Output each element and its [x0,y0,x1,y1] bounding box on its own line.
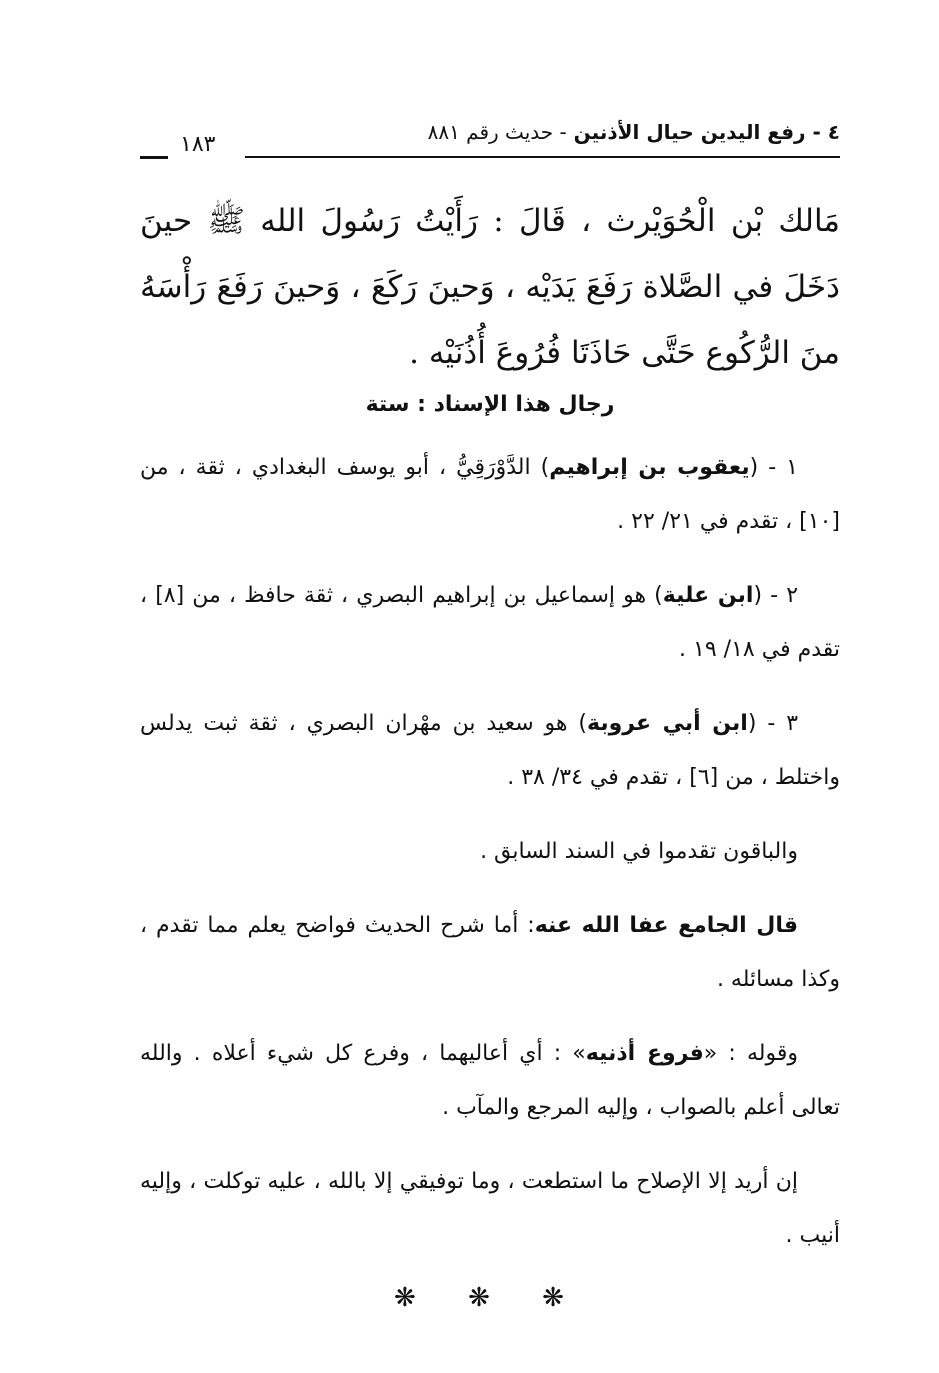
section-end-ornament: ❋ ❋ ❋ [394,1283,586,1313]
commentary-text: : أما شرح الحديث فواضح يعلم مما تقدم ، وكذا مسائله . [140,913,840,992]
narrator-name: ابن علية [662,583,754,608]
explanation-text: » : أي أعاليهما ، وفرع كل شيء أعلاه . والله تعالى أعلم بالصواب ، وإليه المرجع والمآب . [140,1041,840,1120]
hadith-reference: حديث رقم ٨٨١ [427,120,554,144]
chapter-title: رفع اليدين حيال الأذنين [573,120,806,144]
narrator-entry-1 [140,441,840,549]
commentary-paragraph [140,899,840,1007]
narrator-number: ١ - ( [749,455,798,480]
header-rule [245,156,840,158]
chapter-number: ٤ [827,120,840,144]
explanation-paragraph [140,1027,840,1135]
narrators-heading: رجال هذا الإسناد : ستة [365,392,615,417]
narrator-number: ٣ - ( [747,711,799,736]
commentary-author: قال الجامع عفا الله عنه [534,913,798,938]
running-title: ٤ - رفع اليدين حيال الأذنين - حديث رقم ٨٨١ [427,120,840,144]
closing-supplication: إن أريد إلا الإصلاح ما استطعت ، وما توفيقي إلا بالله ، عليه توكلت ، وإليه أنيب . [140,1169,840,1248]
explanation-lead: وقوله : « [703,1041,798,1066]
narrator-name: ابن أبي عروبة [587,711,748,736]
page-number: ١٨٣ [180,132,216,157]
page-content [140,188,840,1313]
narrator-number: ٢ - ( [753,583,799,608]
narrator-entry-3 [140,697,840,805]
explained-term: فروع أذنيه [585,1041,704,1066]
remaining-narrators: والباقون تقدموا في السند السابق . [480,839,798,864]
narrator-details: ) الدَّوْرَقِيُّ ، أبو يوسف البغدادي ، ثقة ، من [١٠] ، تقدم في ٢١/ ٢٢ . [140,455,840,534]
narrator-name: يعقوب بن إبراهيم [549,455,750,480]
page-header [140,118,840,162]
page-number-rule [140,156,168,159]
hadith-text: مَالك بْن الْحُوَيْرث ، قَالَ : رَأَيْتُ رَسُولَ الله ﷺ حينَ دَخَلَ في الصَّلاة رَفَعَ يَدَيْه ، وَحينَ رَكَعَ ، وَحينَ رَفَعَ رَأْسَهُ منَ الرُّكُوع حَتَّى حَاذَتَا فُرُوعَ أُذُنَيْه . [140,203,840,371]
narrator-details: ) هو سعيد بن مهْران البصري ، ثقة ثبت يدلس واختلط ، من [٦] ، تقدم في ٣٤/ ٣٨ . [140,711,840,790]
narrator-details: ) هو إسماعيل بن إبراهيم البصري ، ثقة حافظ ، من [٨] ، تقدم في ١٨/ ١٩ . [140,583,840,662]
narrator-entry-2 [140,569,840,677]
